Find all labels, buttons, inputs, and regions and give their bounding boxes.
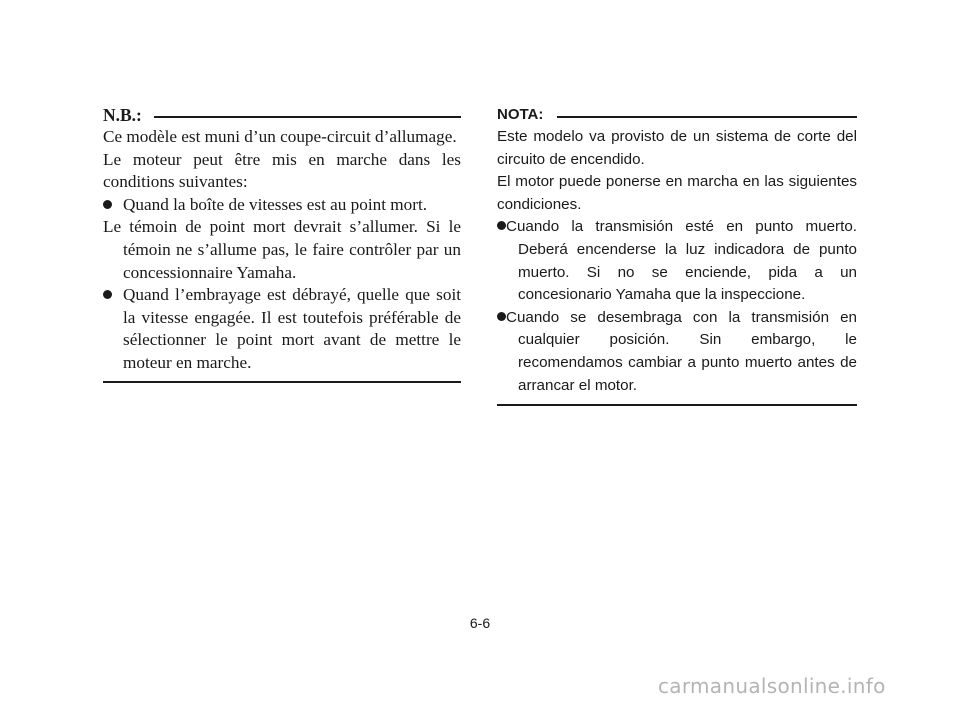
page-number: 6-6 [469, 615, 491, 631]
french-bullet-2 [103, 284, 461, 374]
spanish-bottom-rule [497, 404, 857, 406]
french-bullet-2-text: Quand l’embrayage est débrayé, quelle que soit la vitesse engagée. Il est toutefois préférable de sélectionner le point mort avant de mettre le moteur en marche. [123, 285, 461, 372]
bullet-icon [497, 307, 506, 330]
french-intro-line-2: Le moteur peut être mis en marche dans les conditions suivantes: [103, 149, 461, 192]
french-header-rule [154, 116, 461, 118]
spanish-note-header [497, 104, 857, 126]
spanish-intro-line-2: El motor puede ponerse en marcha en las siguientes condiciones. [497, 173, 857, 213]
bullet-icon [103, 194, 123, 217]
spanish-intro-line-1: Este modelo va provisto de un sistema de corte del circuito de encendido. [497, 128, 857, 168]
bullet-icon [103, 284, 123, 307]
french-note-header [103, 104, 461, 126]
spanish-bullet-2 [497, 307, 857, 397]
french-bullet-1 [103, 194, 461, 217]
french-bottom-rule [103, 381, 461, 383]
french-note-heading: N.B.: [103, 104, 142, 125]
bullet-icon [497, 216, 506, 239]
spanish-bullet-1-text: Cuando la transmisión esté en punto muerto. Deberá encenderse la luz indicadora de punto muerto. Si no se enciende, pida a un concesionario Yamaha que la inspeccione. [506, 218, 857, 304]
french-intro-line-1: Ce modèle est muni d’un coupe-circuit d’allumage. [103, 127, 457, 146]
french-note-column [103, 104, 461, 383]
french-neutral-note: Le témoin de point mort devrait s’allumer. Si le témoin ne s’allume pas, le faire contrôler par un concessionnaire Yamaha. [103, 217, 461, 282]
spanish-bullet-2-text: Cuando se desembraga con la transmisión en cualquier posición. Sin embargo, le recomendamos cambiar a punto muerto antes de arrancar el motor. [506, 308, 857, 394]
watermark: carmanualsonline.info [658, 674, 886, 698]
spanish-note-heading: NOTA: [497, 105, 544, 123]
spanish-bullet-1 [497, 216, 857, 306]
spanish-note-column [497, 104, 857, 406]
spanish-header-rule [557, 116, 857, 118]
french-bullet-1-text: Quand la boîte de vitesses est au point mort. [123, 194, 428, 214]
